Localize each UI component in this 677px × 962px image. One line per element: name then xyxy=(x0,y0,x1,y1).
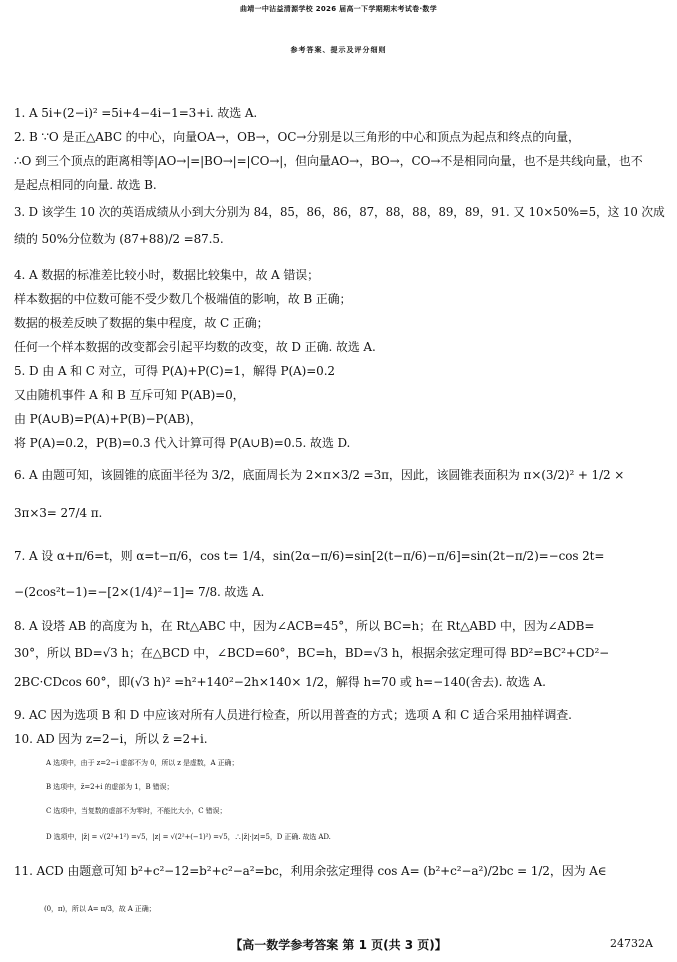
answer-line: 2. B ∵O 是正△ABC 的中心，向量OA→，OB→，OC→分别是以三角形的中心和顶点为起点和终点的向量， xyxy=(14,130,580,144)
answer-line: 1. A 5i+(2−i)² =5i+4−4i−1=3+i. 故选 A. xyxy=(14,106,258,120)
answer-line: 由 P(A∪B)=P(A)+P(B)−P(AB)， xyxy=(14,412,202,426)
page-subtitle: 参考答案、提示及评分细则 xyxy=(290,46,387,54)
answer-line: −(2cos²t−1)=−[2×(1/4)²−1]= 7/8. 故选 A. xyxy=(14,585,265,599)
answer-line: 8. A 设塔 AB 的高度为 h，在 Rt△ABC 中，因为∠ACB=45°，所以 BC=h；在 Rt△ABD 中，因为∠ADB= xyxy=(14,619,595,633)
answer-line: 7. A 设 α+π/6=t，则 α=t−π/6，cos t= 1/4，sin(2α−π/6)=sin[2(t−π/6)−π/6]=sin(2t−π/2)=−cos 2t= xyxy=(14,549,605,563)
answer-line: 6. A 由题可知，该圆锥的底面半径为 3/2，底面周长为 2×π×3/2 =3π，因此，该圆锥表面积为 π×(3/2)² + 1/2 × xyxy=(14,468,625,482)
answer-line: 数据的极差反映了数据的集中程度，故 C 正确； xyxy=(14,316,269,330)
answer-line: D 选项中，|z̄| = √(2²+1²) =√5，|z| = √(2²+(−1)²) =√5，∴|z̄|·|z|=5，D 正确. 故选 AD. xyxy=(46,833,331,841)
answer-line: C 选项中，当复数的虚部不为零时，不能比大小，C 错误； xyxy=(46,807,227,815)
answer-line: 30°，所以 BD=√3 h；在△BCD 中，∠BCD=60°，BC=h，BD=√3 h，根据余弦定理可得 BD²=BC²+CD²− xyxy=(14,646,610,660)
answer-line: 10. AD 因为 z=2−i，所以 z̄ =2+i. xyxy=(14,732,208,746)
answer-line: 5. D 由 A 和 C 对立，可得 P(A)+P(C)=1，解得 P(A)=0.2 xyxy=(14,364,335,378)
answer-line: 3π×3= 27/4 π. xyxy=(14,506,103,520)
answer-line: 样本数据的中位数可能不受少数几个极端值的影响，故 B 正确； xyxy=(14,292,352,306)
answer-line: 将 P(A)=0.2，P(B)=0.3 代入计算可得 P(A∪B)=0.5. 故选 D. xyxy=(14,436,351,450)
answer-line: 9. AC 因为选项 B 和 D 中应该对所有人员进行检查，所以用普查的方式；选项 A 和 C 适合采用抽样调查. xyxy=(14,708,572,722)
answer-line: 11. ACD 由题意可知 b²+c²−12=b²+c²−a²=bc，利用余弦定理得 cos A= (b²+c²−a²)/2bc = 1/2，因为 A∈ xyxy=(14,864,607,878)
document-code: 24732A xyxy=(610,937,653,950)
answer-line: 绩的 50%分位数为 (87+88)/2 =87.5. xyxy=(14,232,224,246)
page-footer: 【高一数学参考答案 第 1 页(共 3 页)】 xyxy=(230,938,447,952)
answer-line: (0，π)，所以 A= π/3，故 A 正确； xyxy=(44,905,156,913)
answer-line: 又由随机事件 A 和 B 互斥可知 P(AB)=0， xyxy=(14,388,245,402)
answer-line: ∴O 到三个顶点的距离相等|AO→|=|BO→|=|CO→|，但向量AO→，BO→，CO→不是相同向量，也不是共线向量，也不 xyxy=(14,154,643,168)
answer-line: B 选项中，z̄=2+i 的虚部为 1，B 错误； xyxy=(46,783,174,791)
answer-line: A 选项中，由于 z=2−i 虚部不为 0，所以 z 是虚数，A 正确； xyxy=(46,759,239,767)
answer-line: 3. D 该学生 10 次的英语成绩从小到大分别为 84，85，86，86，87，88，88，89，89，91. 又 10×50%=5，这 10 次成 xyxy=(14,205,665,219)
answer-line: 是起点相同的向量. 故选 B. xyxy=(14,178,157,192)
page-title: 曲靖一中沾益清源学校 2026 届高一下学期期末考试卷·数学 xyxy=(239,5,437,13)
answer-line: 任何一个样本数据的改变都会引起平均数的改变，故 D 正确. 故选 A. xyxy=(14,340,376,354)
answer-line: 2BC·CDcos 60°，即(√3 h)² =h²+140²−2h×140× 1/2，解得 h=70 或 h=−140(舍去). 故选 A. xyxy=(14,675,546,689)
answer-line: 4. A 数据的标准差比较小时，数据比较集中，故 A 错误； xyxy=(14,268,320,282)
